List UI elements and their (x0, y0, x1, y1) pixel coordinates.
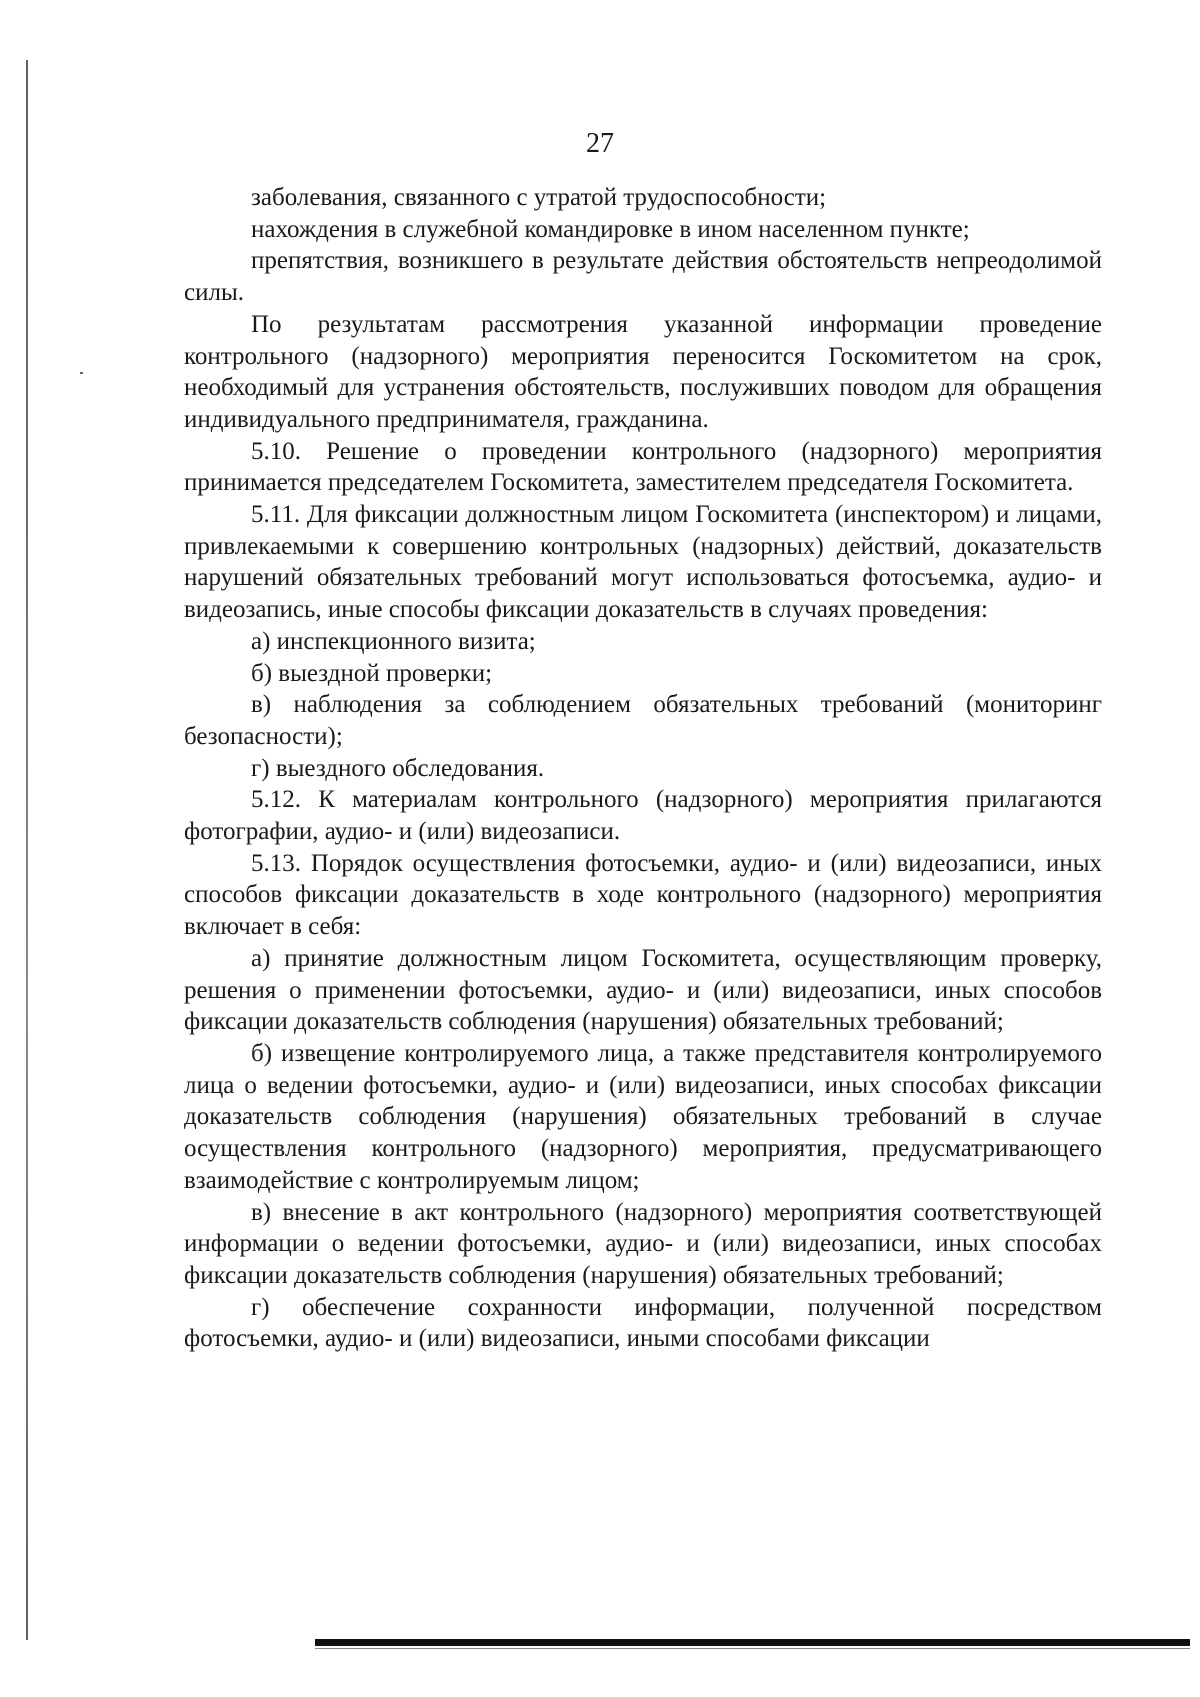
scan-bottom-bar (315, 1639, 1190, 1646)
list-item-5-13-v: в) внесение в акт контрольного (надзорного) мероприятия соответствующей информации о ведении фотосъемки, аудио- и (или) видеозаписи, иных способах фиксации доказательств соблюдения (нарушения) обязательных требований; (184, 1198, 1102, 1289)
scan-left-edge (26, 60, 28, 1640)
scan-speck (80, 372, 83, 374)
list-item-5-13-b: б) извещение контролируемого лица, а также представителя контролируемого лица о ведении фотосъемки, аудио- и (или) видеозаписи, иных способах фиксации доказательств соблюдения (нарушения) обязательных требований в случае осуществления контрольного (надзорного) мероприятия, предусматривающего взаимодействие с контролируемым лицом; (184, 1039, 1102, 1194)
paragraph-5-13: 5.13. Порядок осуществления фотосъемки, аудио- и (или) видеозаписи, иных способов фиксации доказательств в ходе контрольного (надзорного) мероприятия включает в себя: (184, 849, 1102, 941)
paragraph-5-10: 5.10. Решение о проведении контрольного (надзорного) мероприятия принимается председателем Госкомитета, заместителем председателя Госкомитета. (184, 437, 1102, 497)
paragraph-illness: заболевания, связанного с утратой трудоспособности; (251, 184, 827, 211)
list-item-5-11-a: а) инспекционного визита; (251, 627, 536, 655)
list-item-5-11-b: б) выездной проверки; (251, 659, 493, 687)
scan-bottom-bar-shadow (315, 1648, 1190, 1649)
list-item-5-13-a: а) принятие должностным лицом Госкомитета, осуществляющим проверку, решения о применении фотосъемки, аудио- и (или) видеозаписи, иных способов фиксации доказательств соблюдения (нарушения) обязательных требований; (184, 944, 1102, 1036)
document-body (184, 182, 1102, 1355)
paragraph-business-trip: нахождения в служебной командировке в ином населенном пункте; (251, 215, 970, 243)
paragraph-postponement: По результатам рассмотрения указанной информации проведение контрольного (надзорного) мероприятия переносится Госкомитетом на срок, необходимый для устранения обстоятельств, послуживших поводом для обращения индивидуального предпринимателя, гражданина. (184, 310, 1102, 433)
list-item-5-11-g: г) выездного обследования. (251, 754, 545, 782)
paragraph-force-majeure: препятствия, возникшего в результате действия обстоятельств непреодолимой силы. (184, 247, 1102, 307)
list-item-5-13-g: г) обеспечение сохранности информации, полученной посредством фотосъемки, аудио- и (или) видеозаписи, иными способами фиксации (184, 1293, 1102, 1353)
page-number: 27 (586, 128, 614, 159)
paragraph-5-12: 5.12. К материалам контрольного (надзорного) мероприятия прилагаются фотографии, аудио- и (или) видеозаписи. (184, 786, 1102, 846)
list-item-5-11-v: в) наблюдения за соблюдением обязательных требований (мониторинг безопасности); (184, 691, 1102, 750)
paragraph-5-11: 5.11. Для фиксации должностным лицом Госкомитета (инспектором) и лицами, привлекаемыми к совершению контрольных (надзорных) действий, доказательств нарушений обязательных требований могут использоваться фотосъемка, аудио- и видеозапись, иные способы фиксации доказательств в случаях проведения: (184, 501, 1102, 624)
